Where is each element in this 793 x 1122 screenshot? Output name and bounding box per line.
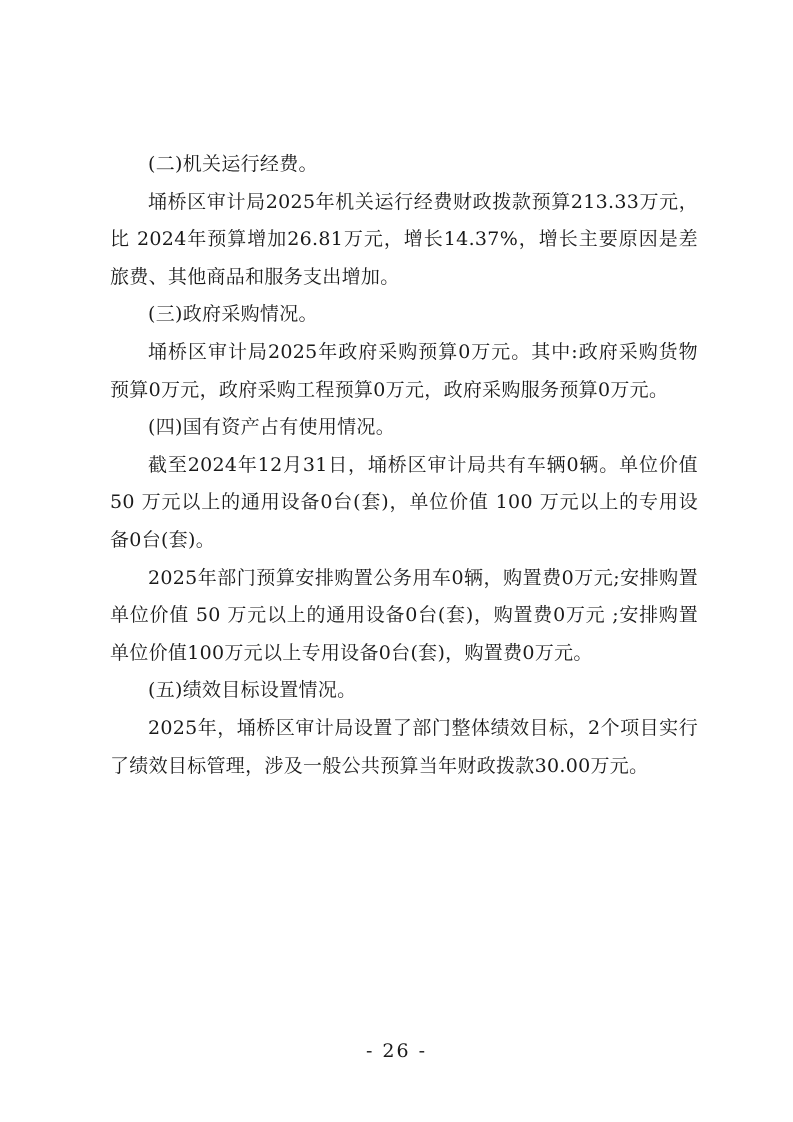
paragraph-performance-targets: 2025年，埇桥区审计局设置了部门整体绩效目标，2个项目实行了绩效目标管理，涉及一般公共预算当年财政拨款30.00万元。 — [110, 716, 698, 777]
paragraph-state-assets-holdings: 截至2024年12月31日，埇桥区审计局共有车辆0辆。单位价值 50 万元以上的通用设备0台(套)，单位价值 100 万元以上的专用设备0台(套)。 — [110, 453, 698, 551]
page-content — [110, 146, 698, 785]
section-heading-performance-targets: (五)绩效目标设置情况。 — [148, 679, 357, 702]
paragraph-state-assets-purchases: 2025年部门预算安排购置公务用车0辆，购置费0万元;安排购置单位价值 50 万元以上的通用设备0台(套)，购置费0万元 ;安排购置单位价值100万元以上专用设备0台(套)，购置费0万元。 — [110, 566, 698, 664]
section-heading-government-procurement: (三)政府采购情况。 — [148, 303, 318, 326]
paragraph-government-procurement: 埇桥区审计局2025年政府采购预算0万元。其中:政府采购货物预算0万元，政府采购工程预算0万元，政府采购服务预算0万元。 — [110, 340, 698, 401]
paragraph-operating-expenses: 埇桥区审计局2025年机关运行经费财政拨款预算213.33万元，比 2024年预算增加26.81万元，增长14.37%，增长主要原因是差旅费、其他商品和服务支出增加。 — [110, 190, 698, 288]
section-heading-state-assets: (四)国有资产占有使用情况。 — [148, 416, 396, 439]
page-number: - 26 - — [365, 1040, 428, 1062]
section-heading-operating-expenses: (二)机关运行经费。 — [148, 153, 318, 175]
